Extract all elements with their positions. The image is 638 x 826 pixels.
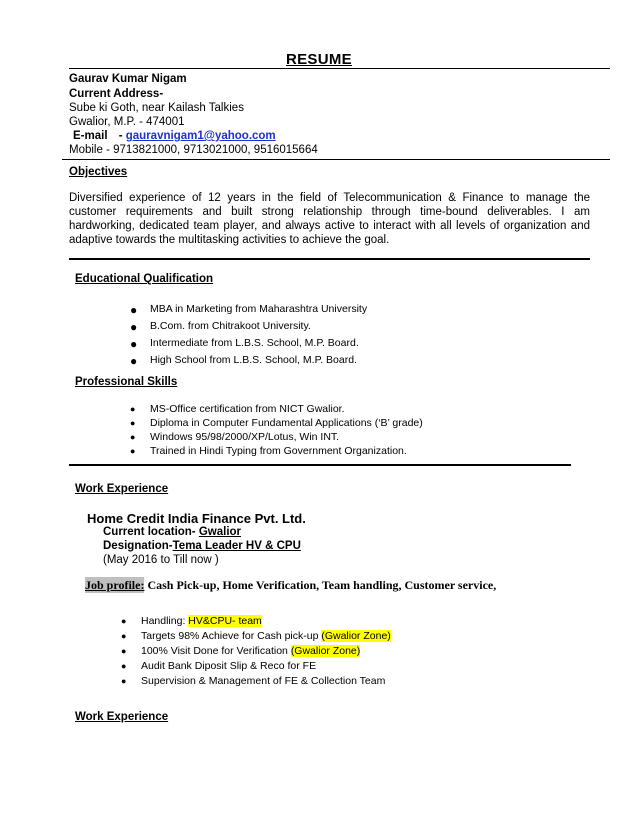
email-label: E-mail (73, 130, 108, 142)
highlight: (Gwalior Zone) (321, 630, 391, 642)
designation (103, 540, 301, 552)
bullet-icon: ● (130, 418, 136, 428)
bullet-icon: ● (121, 661, 127, 671)
title-rule (69, 68, 610, 69)
objectives-heading: Objectives (69, 166, 128, 178)
job-profile-label: Job profile: (85, 578, 145, 592)
job-profile (85, 578, 496, 593)
education-list (130, 303, 368, 371)
list-item: ● Windows 95/98/2000/XP/Lotus, Win INT. (130, 431, 340, 443)
address-line-1: Sube ki Goth, near Kailash Talkies (69, 102, 244, 114)
list-item: ● Trained in Hindi Typing from Government Organization. (130, 445, 407, 457)
list-item: ● B.Com. from Chitrakoot University. (130, 320, 311, 334)
resume-title: RESUME (286, 51, 352, 68)
skills-heading: Professional Skills (75, 376, 178, 388)
list-item: ● Handling: HV&CPU- team (121, 615, 262, 627)
education-heading: Educational Qualification (75, 273, 214, 285)
location-label: Current location- (103, 526, 196, 538)
company-name: Home Credit India Finance Pvt. Ltd. (87, 511, 306, 526)
bullet-icon: ● (121, 676, 127, 686)
email-separator: - (118, 130, 123, 142)
list-item: ● Diploma in Computer Fundamental Applications (‘B’ grade) (130, 417, 423, 429)
employment-period: (May 2016 to Till now ) (103, 554, 219, 566)
highlight: HV&CPU- team (188, 615, 262, 627)
candidate-name: Gaurav Kumar Nigam (69, 73, 187, 85)
bullet-icon: ● (130, 432, 136, 442)
highlight: (Gwalior Zone) (290, 645, 361, 657)
bullet-icon: ● (121, 616, 127, 626)
address-label: Current Address- (69, 88, 164, 100)
list-item: ● MBA in Marketing from Maharashtra University (130, 303, 368, 317)
job-profile-text: Cash Pick-up, Home Verification, Team handling, Customer service, (147, 578, 497, 592)
list-item: ● Targets 98% Achieve for Cash pick-up (Gwalior Zone) (121, 630, 391, 642)
work-experience-heading: Work Experience (75, 483, 169, 495)
list-item: ● 100% Visit Done for Verification (Gwalior Zone) (121, 645, 361, 657)
bullet-icon: ● (121, 631, 127, 641)
work-experience-heading-2: Work Experience (75, 711, 169, 723)
objectives-rule (69, 258, 590, 260)
bullet-icon: ● (121, 646, 127, 656)
address-line-2: Gwalior, M.P. - 474001 (69, 116, 185, 128)
bullet-icon: ● (130, 404, 136, 414)
bullet-icon: ● (130, 337, 138, 351)
objectives-text: Diversified experience of 12 years in the field of Telecommunication & Finance to manage the customer requirements and built strong relationship through time-bound deliverables. I am hardworking, dedicated team player, and always active to interact with all levels of organization and adaptive towards the multitasking activities to achieve the goal. (69, 192, 590, 246)
bullet-icon: ● (130, 354, 138, 368)
email-link[interactable]: gauravnigam1@yahoo.com (125, 130, 276, 142)
bullet-icon: ● (130, 303, 138, 317)
skills-rule (69, 464, 571, 466)
current-location (103, 526, 241, 538)
list-item: ● Audit Bank Diposit Slip & Reco for FE (121, 660, 317, 672)
location-value: Gwalior (198, 526, 242, 538)
list-item: ● Supervision & Management of FE & Collection Team (121, 675, 386, 687)
bullet-icon: ● (130, 320, 138, 334)
skills-list (130, 403, 423, 459)
designation-value: Tema Leader HV & CPU (172, 540, 301, 552)
list-item: ● High School from L.B.S. School, M.P. Board. (130, 354, 357, 368)
bullet-icon: ● (130, 446, 136, 456)
duties-list (121, 615, 391, 690)
list-item: ● Intermediate from L.B.S. School, M.P. Board. (130, 337, 359, 351)
contact-rule (62, 159, 610, 160)
list-item: ● MS-Office certification from NICT Gwalior. (130, 403, 345, 415)
email-row (73, 129, 276, 143)
mobile-numbers: Mobile - 9713821000, 9713021000, 9516015664 (69, 144, 318, 156)
designation-label: Designation- (103, 540, 173, 552)
